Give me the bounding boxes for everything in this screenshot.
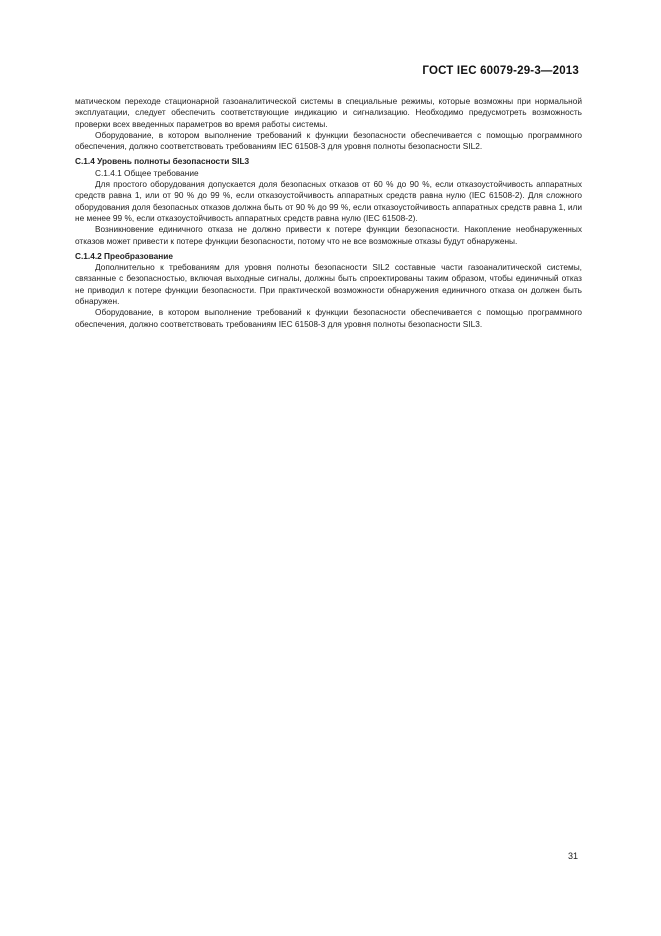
paragraph-continuation: матическом переходе стационарной газоаналитической системы в специальные режимы, которые возможны при нормальной эксплуатации, следует обеспечить соответствующие индикацию и сигнализацию. Необходимо предусмотреть возможность проверки всех введенных параметров во время работы системы. [75, 96, 582, 129]
paragraph-safe-failure-fraction: Для простого оборудования допускается доля безопасных отказов от 60 % до 90 %, если отказоустойчивость аппаратных средств равна 1, или от 90 % до 99 %, если отказоустойчивость аппаратных средств равна нулю (IEC 61508-2). Для сложного оборудования доля безопасных отказов должна быть от 90 % до 99 %, если отказоустойчивость аппаратных средств равна 1, или не менее 99 %, если отказоустойчивость аппаратных средств равна нулю (IEC 61508-2). [75, 179, 582, 223]
document-body [75, 96, 582, 330]
paragraph-additional-requirements: Дополнительно к требованиям для уровня полноты безопасности SIL2 составные части газоаналитической системы, связанные с безопасностью, включая выходные сигналы, должны быть спроектированы таким образом, чтобы единичный отказ не приводил к потере функции безопасности. При практической возможности обнаружения единичного отказа он должен быть обнаружен. [75, 262, 582, 307]
paragraph-single-fault: Возникновение единичного отказа не должно привести к потере функции безопасности. Накопление необнаруженных отказов может привести к потере функции безопасности, потому что не все возможные отказы будут обнаружены. [75, 224, 582, 246]
section-title-transformation: С.1.4.2 Преобразование [75, 250, 173, 261]
document-header: ГОСТ IEC 60079-29-3—2013 [422, 65, 579, 77]
paragraph-software-sil3: Оборудование, в котором выполнение требований к функции безопасности обеспечивается с помощью программного обеспечения, должно соответствовать требованиям IEC 61508-3 для уровня полноты безопасности SIL3. [75, 307, 582, 329]
page-number: 31 [567, 851, 578, 861]
paragraph-software-sil2: Оборудование, в котором выполнение требований к функции безопасности обеспечивается с помощью программного обеспечения, должно соответствовать требованиям IEC 61508-3 для уровня полноты безопасности SIL2. [75, 129, 582, 152]
section-title-sil3: С.1.4 Уровень полноты безопасности SIL3 [75, 156, 250, 167]
subsection-title-general: С.1.4.1 Общее требование [95, 167, 199, 178]
